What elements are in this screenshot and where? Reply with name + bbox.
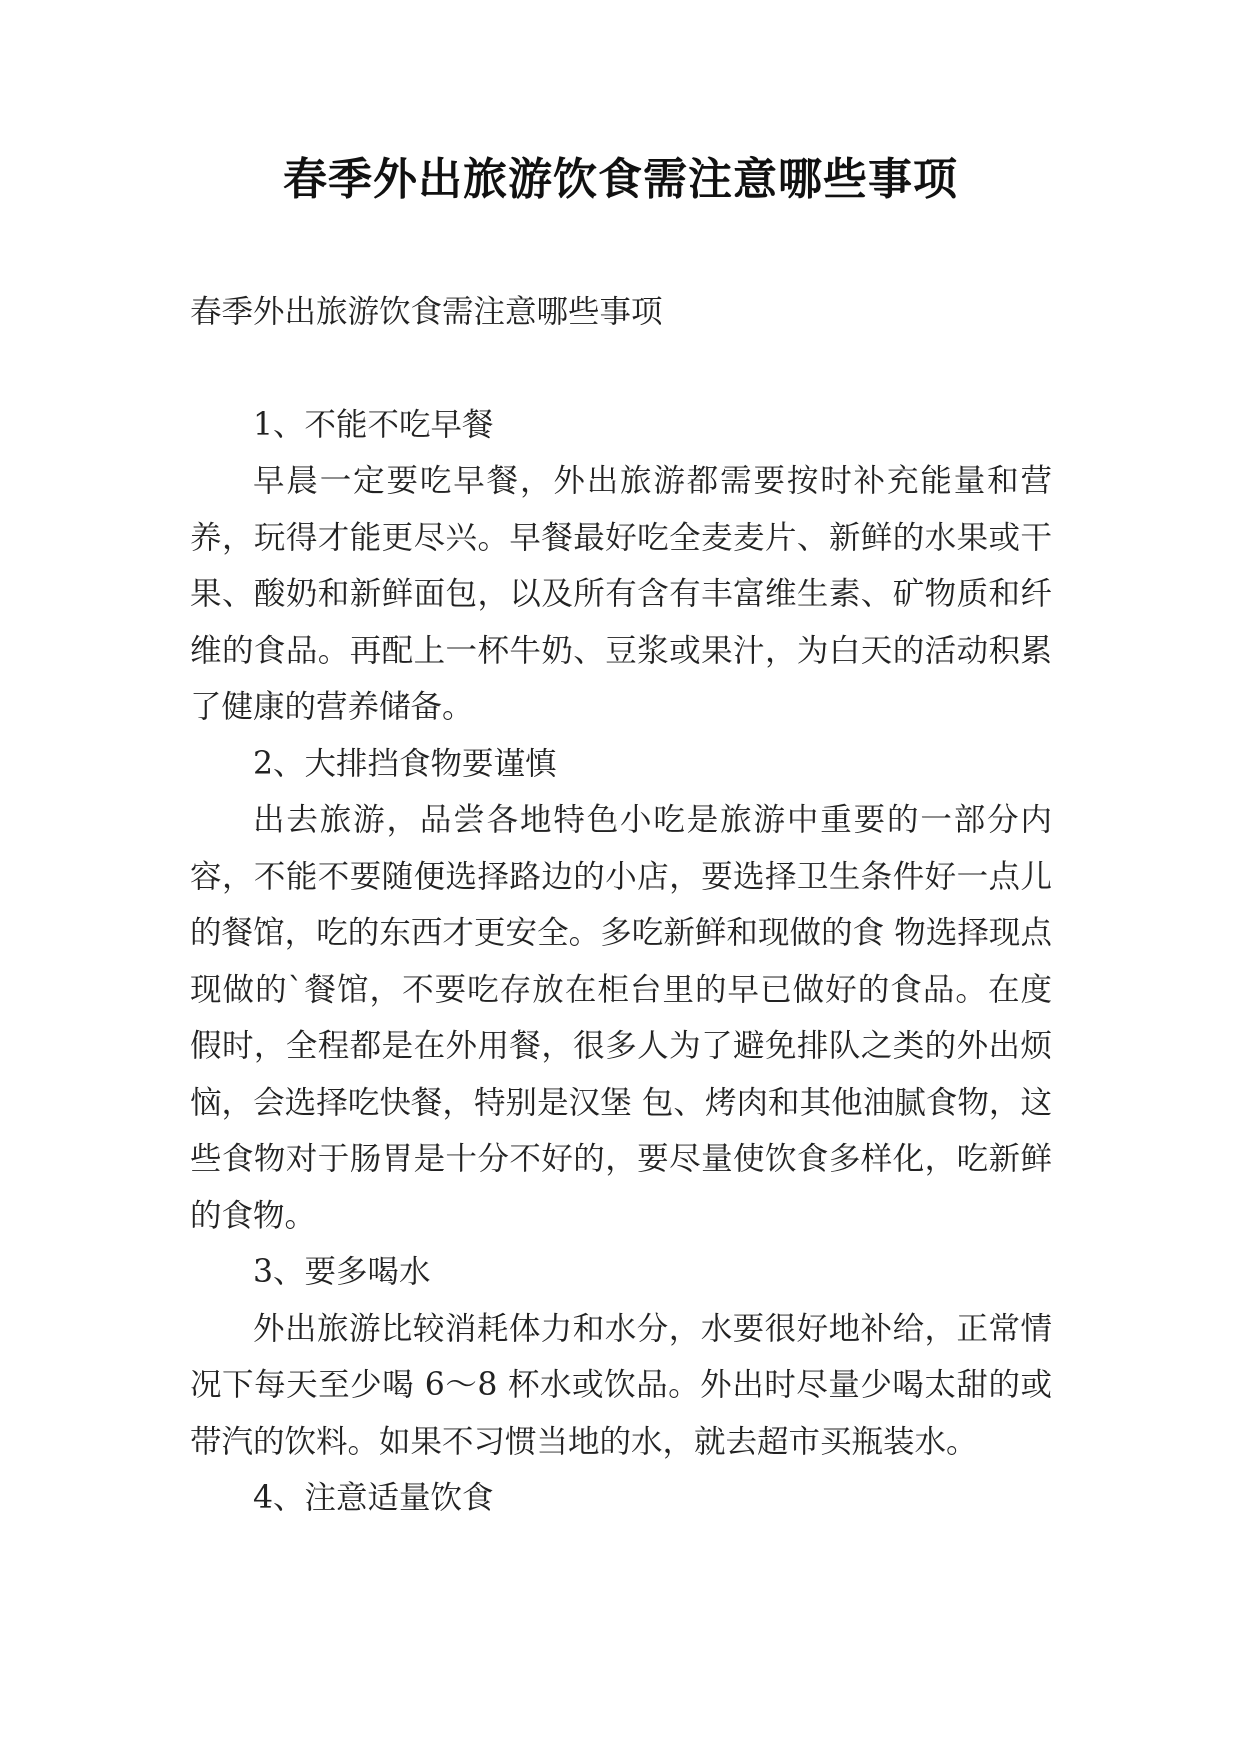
document-title: 春季外出旅游饮食需注意哪些事项 bbox=[283, 154, 958, 205]
document-body bbox=[190, 284, 1052, 1527]
section-paragraph-2: 出去旅游，品尝各地特色小吃是旅游中重要的一部分内容，不能不要随便选择路边的小店，要选择卫生条件好一点儿的餐馆，吃的东西才更安全。多吃新鲜和现做的食 物选择现点现做的`餐馆，不要吃存放在柜台里的早已做好的食品。在度假时，全程都是在外用餐，很多人为了避免排队之类的外出烦恼，会选择吃快餐，特别是汉堡 包、烤肉和其他油腻食物，这些食物对于肠胃是十分不好的，要尽量使饮食多样化，吃新鲜的食物。 bbox=[190, 802, 1052, 1234]
section-paragraph-3: 外出旅游比较消耗体力和水分，水要很好地补给，正常情况下每天至少喝 6～8 杯水或饮品。外出时尽量少喝太甜的或带汽的饮料。如果不习惯当地的水，就去超市买瓶装水。 bbox=[190, 1310, 1052, 1460]
section-heading-4: 4、注意适量饮食 bbox=[253, 1480, 494, 1516]
section-heading-2: 2、大排挡食物要谨慎 bbox=[253, 745, 557, 782]
section-paragraph-1: 早晨一定要吃早餐，外出旅游都需要按时补充能量和营养，玩得才能更尽兴。早餐最好吃全麦麦片、新鲜的水果或干果、酸奶和新鲜面包，以及所有含有丰富维生素、矿物质和纤维的食品。再配上一杯牛奶、豆浆或果汁，为白天的活动积累了健康的营养储备。 bbox=[190, 463, 1052, 725]
section-heading-1: 1、不能不吃早餐 bbox=[253, 406, 494, 443]
section-heading-3: 3、要多喝水 bbox=[253, 1254, 431, 1290]
document-subtitle: 春季外出旅游饮食需注意哪些事项 bbox=[190, 294, 663, 330]
